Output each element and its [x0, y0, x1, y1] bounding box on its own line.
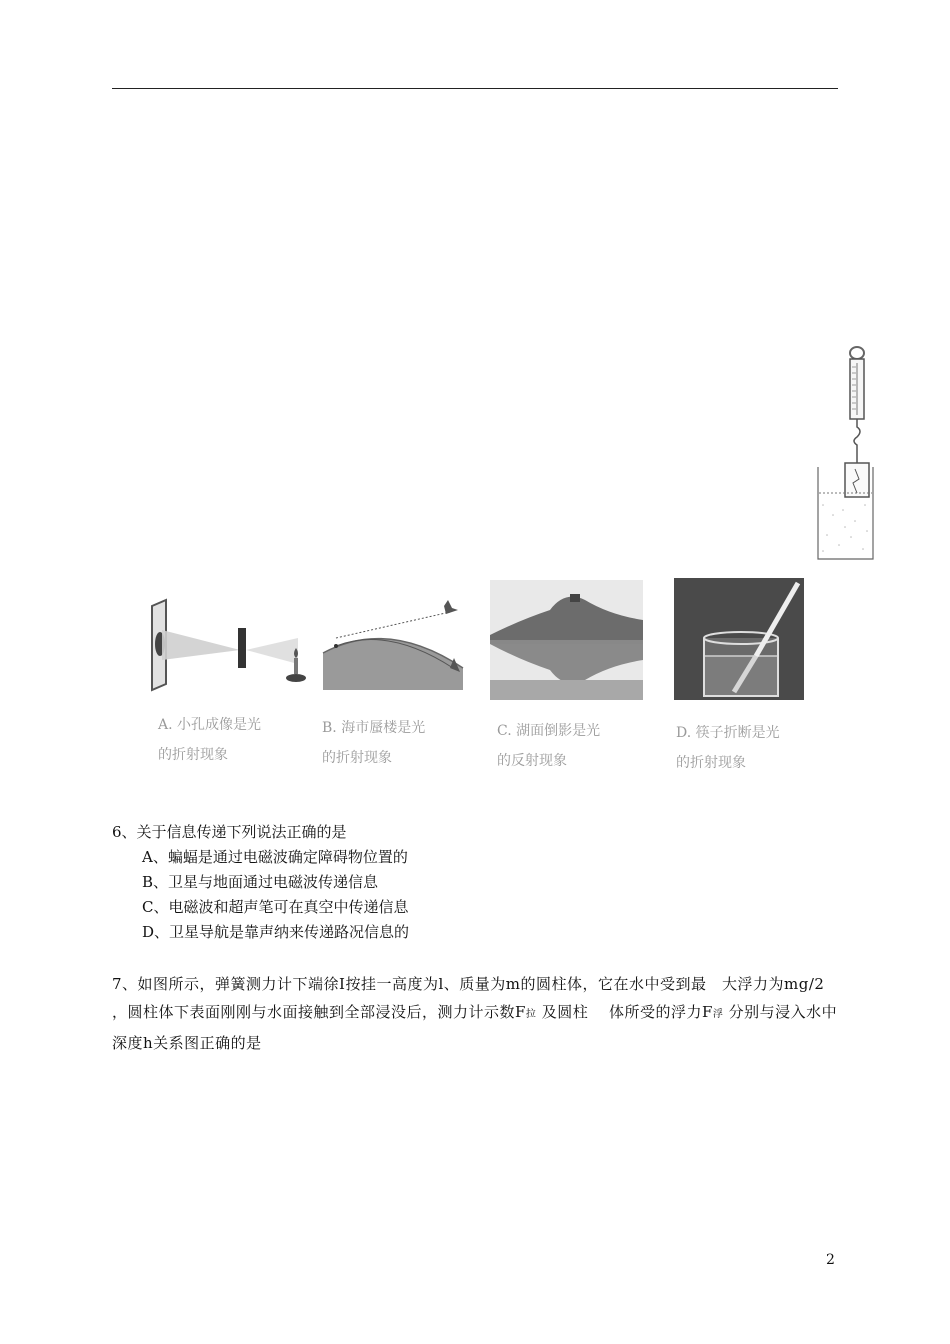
question-7: 7、如图所示，弹簧测力计下端徐Ⅰ按挂一高度为l、质量为m的圆柱体，它在水中受到最 大浮力为mg/2 ，圆柱体下表面刚刚与水面接触到全部浸没后，测力计示数F拉 及圆柱 体所受的浮力F浮 分别与浸入水中深度h关系图正确的是 — [112, 975, 838, 1052]
option-b: B、卫星与地面通过电磁波传递信息 — [142, 873, 379, 891]
header-rule — [112, 88, 838, 89]
lake-reflection-figure — [490, 580, 643, 700]
option-d: D、卫星导航是靠声纳来传递路况信息的 — [142, 923, 410, 941]
figure-a-caption: A. 小孔成像是光 的折射现象 — [158, 717, 262, 763]
mirage-figure — [318, 598, 468, 693]
figure-b-caption: B. 海市蜃楼是光 的折射现象 — [322, 720, 426, 766]
figure-d-caption: D. 筷子折断是光 的折射现象 — [676, 725, 780, 771]
spring-scale-figure — [815, 345, 877, 563]
chopstick-figure — [674, 578, 804, 700]
option-a: A、蝙蝠是通过电磁波确定障碍物位置的 — [142, 848, 408, 866]
question-6-stem: 6、关于信息传递下列说法正确的是 — [112, 823, 347, 841]
figure-c-caption: C. 湖面倒影是光 的反射现象 — [497, 723, 601, 769]
question-6 — [112, 820, 409, 945]
option-c: C、电磁波和超声笔可在真空中传递信息 — [142, 898, 409, 916]
pinhole-figure — [148, 598, 313, 693]
page-number: 2 — [826, 1252, 835, 1268]
